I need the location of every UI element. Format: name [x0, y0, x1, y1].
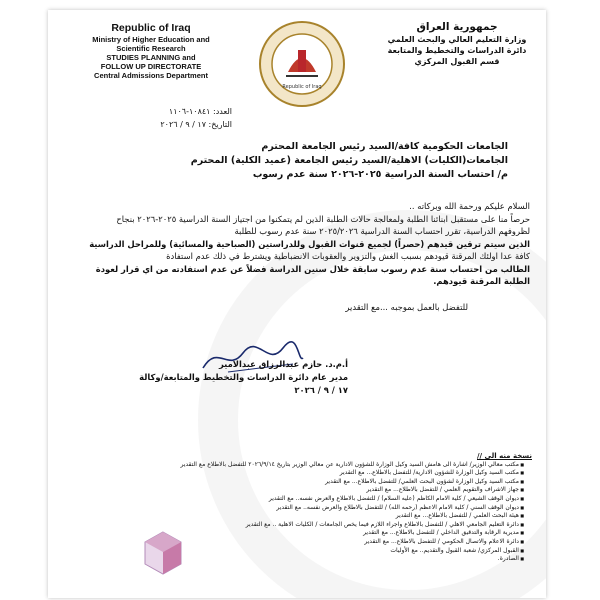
signer-title: مدير عام دائرة الدراسات والتخطيط والمتابعة/وكالة — [139, 372, 348, 382]
list-item: ■ الصادرة. — [82, 555, 524, 564]
header-ar-line1: جمهورية العراق — [416, 21, 498, 33]
header-en-line4: STUDIES PLANNING and — [106, 53, 196, 62]
header-ar-line3: دائرة الدراسات والتخطيط والمتابعة — [387, 46, 527, 55]
list-item: ■ ديوان الوقف السني / كلية الامام الاعظم (رحمه الله) / للتفضل بالاطلاع والعرض نفسه.. مع التقدير — [82, 504, 524, 513]
reference-date-label: التاريخ: — [208, 120, 232, 129]
cube-stamp-icon — [143, 530, 183, 576]
body-line3: كافة عدا اولئك المرقنة قيودهم بسبب الغش والتزوير والعقوبات الانضباطية ويشترط في ذلك عدم استفادة — [166, 251, 530, 261]
signature-date: ١٧ / ٩ / ٢٠٢٦ — [294, 385, 348, 395]
header-ar-line4: قسم القبول المركزي — [414, 57, 500, 66]
header-en-line6: Central Admissions Department — [94, 71, 208, 80]
header-en-line5: FOLLOW UP DIRECTORATE — [100, 62, 202, 71]
closing-line: للتفضل بالعمل بموجبه ...مع التقدير — [345, 302, 468, 312]
header-ar-line2: وزارة التعليم العالي والبحث العلمي — [387, 35, 527, 44]
document-page — [48, 10, 546, 598]
reference-date — [72, 118, 232, 131]
letter-body — [88, 200, 530, 288]
body-line5: الطلبة المرقنة قيودهم. — [433, 276, 530, 286]
reference-block — [72, 105, 232, 131]
header-english — [66, 22, 236, 80]
letter-title — [108, 140, 508, 182]
body-line4: الطالب من احتساب سنة عدم رسوب سابقة خلال سنين الدراسة فضلاً عن عدم استفادته من اي قرار لعودة — [95, 263, 530, 274]
signer-name: أ.م.د. حازم عبدالرزاق عبدالامير — [218, 359, 348, 369]
list-item: ■ مديرية الرقابة والتدقيق الداخلي / للتفضل بالاطلاع... مع التقدير — [82, 529, 524, 538]
title-line2: الجامعات(الكليات) الاهلية/السيد رئيس الجامعة (عميد الكلية) المحترم — [190, 155, 508, 166]
copies-heading: نسخة منه الى // — [476, 452, 532, 460]
signature-block — [108, 358, 348, 397]
list-item: ■ مكتب السيد وكيل الوزارة للشؤون الادارية/ للتفضل بالاطلاع... مع التقدير — [82, 469, 524, 478]
logo-text: Republic of Iraq — [282, 84, 322, 90]
list-item: ■ هيئة البحث العلمي / للتفضل بالاطلاع... مع التقدير — [82, 512, 524, 521]
list-item: ■ دائرة الاعلام والاتصال الحكومي / للتفضل بالاطلاع... مع التقدير — [82, 538, 524, 547]
list-item: ■ القبول المركزي/ شعبة القبول والتقديم.. مع الأوليات — [82, 547, 524, 556]
reference-number-value: ١٠٨٤١-١١٠٦ — [168, 107, 211, 116]
list-item: ■ دائرة التعليم الجامعي الاهلي / للتفضل بالاطلاع واجراء اللازم فيما يخص الجامعات / الكليات الاهلية .. مع التقدير — [82, 521, 524, 530]
list-item: ■ ديوان الوقف الشيعي / كلية الامام الكاظم (عليه السلام) / للتفضل بالاطلاع والعرض نفسه.. مع التقدير — [82, 495, 524, 504]
list-item: ■ مكتب السيد وكيل الوزارة لشؤون البحث العلمي/ للتفضل بالاطلاع... مع التقدير — [82, 478, 524, 487]
body-line1: حرصاً منا على مستقبل ابنائنا الطلبة ولمعالجة حالات الطلبة الذين لم يتمكنوا من اجتياز السنة الدراسية ٢٠٢٥-٢٠٢٦ بنجاح لظروفهم الدراسية، تقرر احتساب السنة الدراسية ٢٠٢٥/٢٠٢٦ سنة عدم رسوب للطلبة — [116, 213, 530, 236]
reference-number-label: العدد: — [213, 107, 232, 116]
list-item: ■ مكتب معالي الوزير/ اشارة الى هامش السيد وكيل الوزارة للشؤون الادارية عن معالي الوزير بتاريخ ٢٠٢٦/٩/١٤ للتفضل بالاطلاع مع التقدير — [82, 461, 524, 470]
header-en-line2: Ministry of Higher Education and — [92, 35, 210, 44]
reference-number — [72, 105, 232, 118]
title-line3: م/ احتساب السنة الدراسية ٢٠٢٥-٢٠٢٦ سنة عدم رسوب — [252, 169, 508, 180]
body-line2: الذين سيتم ترقين قيدهم (حصراً) لجميع قنوات القبول وللدراستين (الصباحية والمسائية) وللمراحل الدراسية — [89, 238, 530, 249]
greeting: السلام عليكم ورحمة الله وبركاته .. — [409, 201, 530, 211]
header-arabic — [382, 20, 532, 67]
reference-date-value: ١٧ / ٩ / ٢٠٢٦ — [160, 120, 206, 129]
ministry-logo — [258, 20, 346, 108]
title-line1: الجامعات الحكومية كافة/السيد رئيس الجامعة المحترم — [261, 141, 508, 152]
list-item: ■ جهاز الاشراف والتقويم العلمي / للتفضل بالاطلاع... مع التقدير — [82, 486, 524, 495]
header-en-line1: Republic of Iraq — [111, 22, 191, 34]
header-en-line3: Scientific Research — [116, 44, 186, 53]
